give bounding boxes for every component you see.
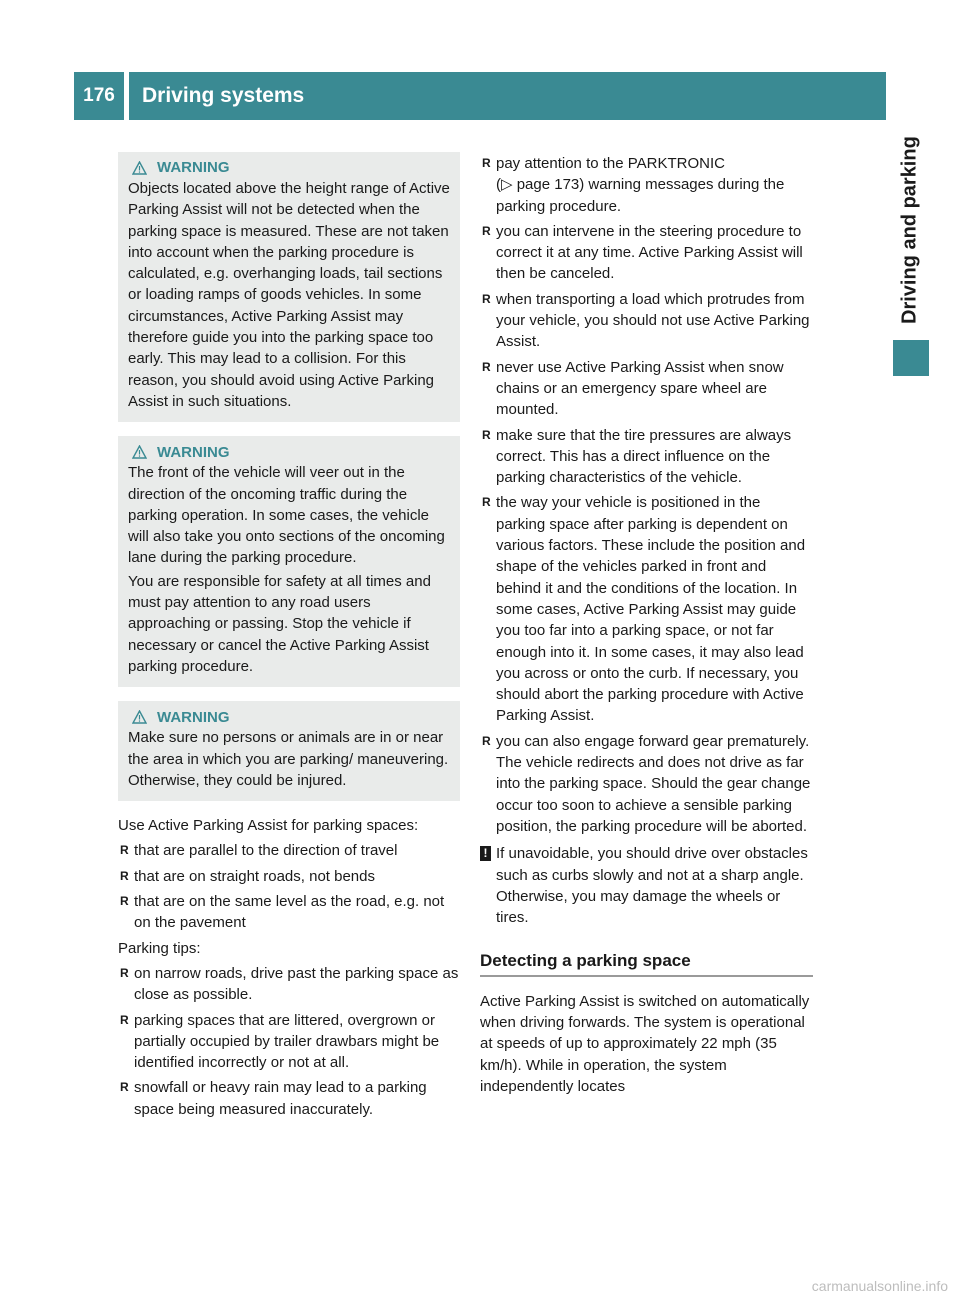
chapter-title: Driving systems [129,72,886,120]
warning-header [128,442,452,462]
list-item: R when transporting a load which protrudes from your vehicle, you should not use Active Parking Assist. [480,289,813,353]
list-item: R you can also engage forward gear prematurely. The vehicle redirects and does not drive as far into the parking space. Should the gear change occur too soon to achieve a sensible parking position, the parking procedure will be aborted. [480,731,813,837]
warning-box [118,436,460,687]
warning-header [128,158,452,178]
list-item: R the way your vehicle is positioned in the parking space after parking is dependent on various factors. These include the position and shape of the vehicles parked in front and behind it and the conditions of the location. In some cases, Active Parking Assist may guide you too far into a parking space, or not far enough into it. In some cases, it may also lead you across or onto the curb. If necessary, you should abort the parking procedure with Active Parking Assist. [480,492,813,726]
section-side-label: Driving and parking [898,136,921,324]
precautions-list [480,153,813,837]
list-item: R parking spaces that are littered, overgrown or partially occupied by trailer drawbars might be identified incorrectly or not at all. [118,1010,460,1074]
section-heading: Detecting a parking space [480,950,813,976]
exclamation-icon: ! [480,846,491,861]
warning-label: WARNING [157,159,230,177]
warning-triangle-icon [132,710,147,724]
warning-text: The front of the vehicle will veer out in the direction of the oncoming traffic during the parking operation. In some cases, the vehicle will also take you onto sections of the oncoming lane during the parking procedure. [128,464,445,567]
tips-heading: Parking tips: [118,939,201,957]
page-number: 176 [74,72,124,120]
warning-label: WARNING [157,443,230,461]
warning-text: You are responsible for safety at all times and must pay attention to any road users approaching or passing. Stop the vehicle if necessary or cancel the Active Parking Assist parking procedure. [128,572,431,675]
warning-triangle-icon [132,161,147,175]
warning-text: Make sure no persons or animals are in or near the area in which you are parking/ maneuvering. Otherwise, they could be injured. [128,729,449,789]
watermark: carmanualsonline.info [811,1278,948,1294]
side-tab-marker [893,340,929,376]
list-item: R you can intervene in the steering procedure to correct it at any time. Active Parking Assist will then be canceled. [480,221,813,285]
parking-space-list [118,840,460,933]
page-reference[interactable]: (▷ page 173) warning messages during the parking procedure. [496,176,785,215]
list-item: R make sure that the tire pressures are always correct. This has a direct influence on the parking characteristics of the vehicle. [480,425,813,489]
damage-note [480,843,813,928]
intro-text: Use Active Parking Assist for parking spaces: [118,817,419,835]
warning-header [128,707,452,727]
warning-box [118,152,460,422]
left-column [118,152,460,1124]
section-text: Active Parking Assist is switched on automatically when driving forwards. The system is operational at speeds of up to approximately 22 mph (35 km/h). While in operation, the system independently locates [480,992,810,1095]
note-text: If unavoidable, you should drive over obstacles such as curbs slowly and not at a sharp angle. Otherwise, you may damage the wheels or tires. [496,845,808,927]
warning-box [118,701,460,801]
list-item: R that are on the same level as the road, e.g. not on the pavement [118,891,460,934]
list-item-text: pay attention to the PARKTRONIC [496,155,725,172]
list-item: R on narrow roads, drive past the parking space as close as possible. [118,963,460,1006]
list-item: R snowfall or heavy rain may lead to a parking space being measured inaccurately. [118,1077,460,1120]
right-column [480,153,813,1101]
warning-text: Objects located above the height range of Active Parking Assist will not be detected when the parking space is measured. These are not taken into account when the parking procedure is calculated, e.g. overhanging loads, tail sections or loading ramps of goods vehicles. In some circumstances, Active Parking Assist may therefore guide you into the parking space too early. This may lead to a collision. For this reason, you should avoid using Active Parking Assist in such situations. [128,180,450,410]
list-item: R that are on straight roads, not bends [118,866,460,887]
parking-tips-list [118,963,460,1120]
list-item: R that are parallel to the direction of travel [118,840,460,861]
warning-label: WARNING [157,708,230,726]
list-item [480,153,813,217]
warning-triangle-icon [132,445,147,459]
list-item: R never use Active Parking Assist when snow chains or an emergency spare wheel are mounted. [480,357,813,421]
